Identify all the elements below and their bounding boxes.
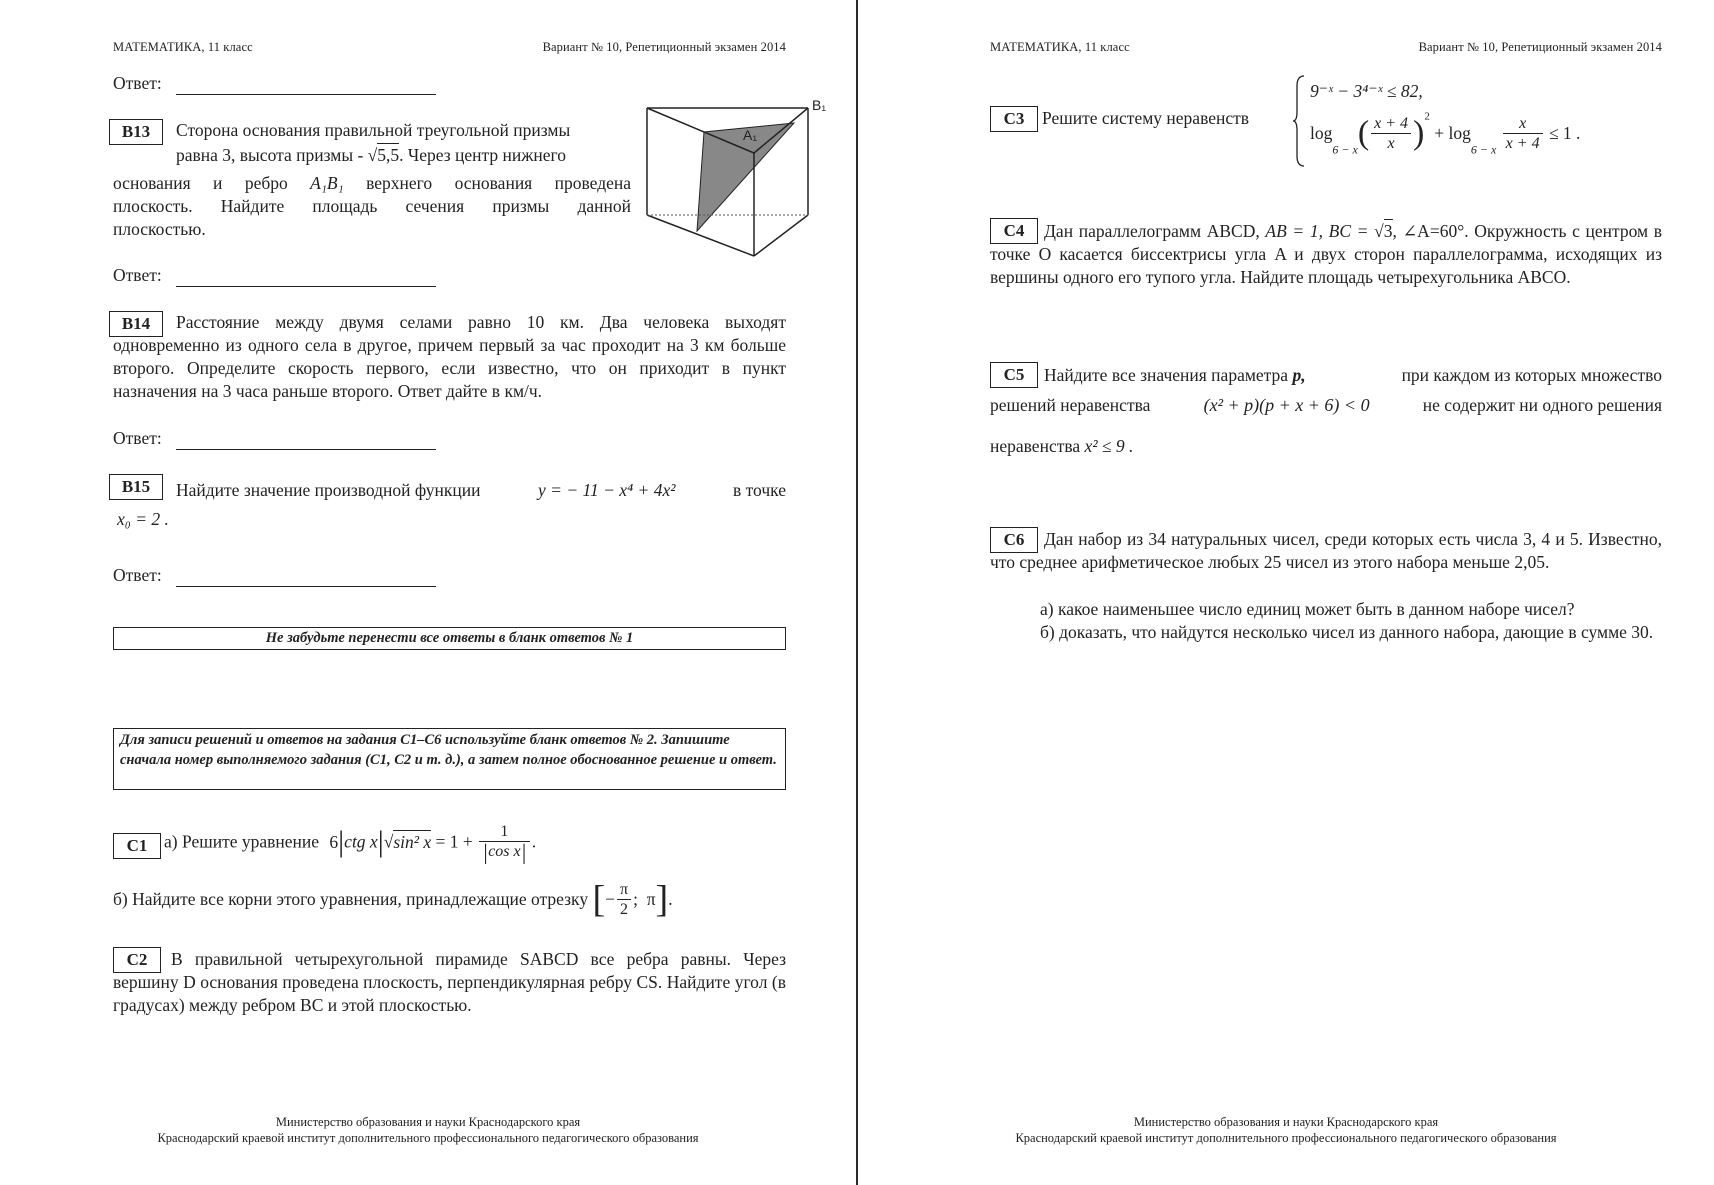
c6-part-b: б) доказать, что найдутся несколько чисел из данного набора, дающие в сумме 30. <box>1040 622 1654 642</box>
c4-text: Дан параллелограмм ABCD, AB = 1, BC = √3, ∠A=60°. Окружность с центром в точке O касается биссектрисы угла A и двух сторон параллелограмма, исходящих из вершины одного его тупого угла. Найдите площадь четырехугольника ABCO. <box>990 221 1663 287</box>
header-subject: МАТЕМАТИКА, 11 класс <box>113 40 253 54</box>
answer-line[interactable] <box>176 76 436 95</box>
right-page <box>858 0 1714 1185</box>
c6-text: Дан набор из 34 натуральных чисел, среди которых есть числа 3, 4 и 5. Известно, что среднее арифметическое любых 25 чисел из этого набора меньше 2,05. <box>990 529 1662 572</box>
task-tag-c2: C2 <box>113 947 161 973</box>
system-brace <box>1292 74 1306 168</box>
footer <box>858 1114 1714 1146</box>
answer-label: Ответ: <box>113 265 162 285</box>
b15-formula: y = − 11 − x⁴ + 4x² <box>538 480 676 500</box>
task-tag-c6: C6 <box>990 527 1038 553</box>
task-tag-c5: C5 <box>990 362 1038 388</box>
instructions-box: Для записи решений и ответов на задания C1–C6 используйте бланк ответов № 2. Запишите сначала номер выполняемого задания (C1, C2 и т. д.), а затем полное обоснованное решение и ответ. <box>113 728 786 790</box>
footer-ministry: Министерство образования и науки Краснодарского края <box>275 1115 581 1129</box>
b13-text-line-5: плоскостью. <box>113 219 206 239</box>
task-tag-b13: B13 <box>109 119 163 145</box>
answer-line[interactable] <box>176 568 436 587</box>
sqrt-value: 5,5 <box>377 145 400 165</box>
c5-inequality: (x² + p)(p + x + 6) < 0 <box>1203 395 1370 415</box>
footer-ministry: Министерство образования и науки Краснодарского края <box>1133 1115 1439 1129</box>
c3-inequality-1: 9⁻ˣ − 3⁴⁻ˣ ≤ 82, <box>1310 81 1423 101</box>
b13-text-line-4: плоскость. Найдите площадь сечения призмы данной <box>113 196 631 216</box>
c5-line-1: Найдите все значения параметра p, при каждом из которых множество <box>1044 365 1662 385</box>
task-tag-c4: C4 <box>990 218 1038 244</box>
header-subject: МАТЕМАТИКА, 11 класс <box>990 40 1130 54</box>
answer-label: Ответ: <box>113 73 162 93</box>
c3-text: Решите систему неравенств <box>1042 108 1250 128</box>
task-tag-b14: B14 <box>109 311 163 337</box>
b13-text-line-1: Сторона основания правильной треугольной призмы <box>176 120 571 140</box>
answer-label: Ответ: <box>113 565 162 585</box>
c5-line-2: решений неравенства (x² + p)(p + x + 6) < 0 не содержит ни одного решения <box>990 395 1662 415</box>
answer-line[interactable] <box>176 431 436 450</box>
c6-part-a: а) какое наименьшее число единиц может быть в данном наборе чисел? <box>1040 599 1575 619</box>
c3-inequality-2: $\log_{6 - x}$( $\frac{x + 4}{x}$ )$^2 + \log_{6 - x}$ $\frac{x}{x + 4}$ ≤ 1 . <box>1310 110 1581 157</box>
b13-text-line-2: равна 3, высота призмы - √5,5. Через центр нижнего <box>176 145 566 165</box>
left-page <box>0 0 856 1185</box>
reminder-box: Не забудьте перенести все ответы в бланк ответов № 1 <box>113 627 786 650</box>
prism-figure <box>640 96 840 261</box>
b15-text: Найдите значение производной функции y = − 11 − x⁴ + 4x² в точке <box>176 480 786 500</box>
c1-part-a: а) Решите уравнение 6|ctg x|√sin² x = 1 + $\frac{1}{\text{|cos x|}}$ . <box>164 823 537 865</box>
label-a1: A₁ <box>743 127 758 143</box>
task-tag-c3: C3 <box>990 106 1038 132</box>
c5-line-3: неравенства x² ≤ 9 . <box>990 436 1134 456</box>
task-tag-b15: B15 <box>109 474 163 500</box>
answer-label: Ответ: <box>113 428 162 448</box>
header-variant: Вариант № 10, Репетиционный экзамен 2014 <box>1418 40 1662 54</box>
footer-institute: Краснодарский краевой институт дополнительного профессионального педагогического образования <box>1015 1131 1557 1145</box>
task-tag-c1: C1 <box>113 833 161 859</box>
footer <box>0 1114 856 1146</box>
c1-part-b: б) Найдите все корни этого уравнения, принадлежащие отрезку [− $\frac{\pi}{2}$ ; π]. <box>113 878 673 921</box>
label-b1: B₁ <box>812 97 827 113</box>
footer-institute: Краснодарский краевой институт дополнительного профессионального педагогического образования <box>157 1131 699 1145</box>
b14-text: Расстояние между двумя селами равно 10 км. Два человека выходят одновременно из одного села в другое, причем первый за час проходит на 3 км больше второго. Определите скорость первого, если известно, что он приходит в пункт назначения на 3 часа раньше второго. Ответ дайте в км/ч. <box>113 312 786 401</box>
answer-line[interactable] <box>176 268 436 287</box>
b13-text-line-3: основания и ребро A₁B₁ верхнего основания проведена <box>113 173 631 193</box>
c2-text: В правильной четырехугольной пирамиде SABCD все ребра равны. Через вершину D основания проведена плоскость, перпендикулярная ребру CS. Найдите угол (в градусах) между ребром BC и этой плоскостью. <box>113 949 786 1015</box>
header-variant: Вариант № 10, Репетиционный экзамен 2014 <box>542 40 786 54</box>
b15-point: x₀ = 2 . <box>117 509 169 529</box>
